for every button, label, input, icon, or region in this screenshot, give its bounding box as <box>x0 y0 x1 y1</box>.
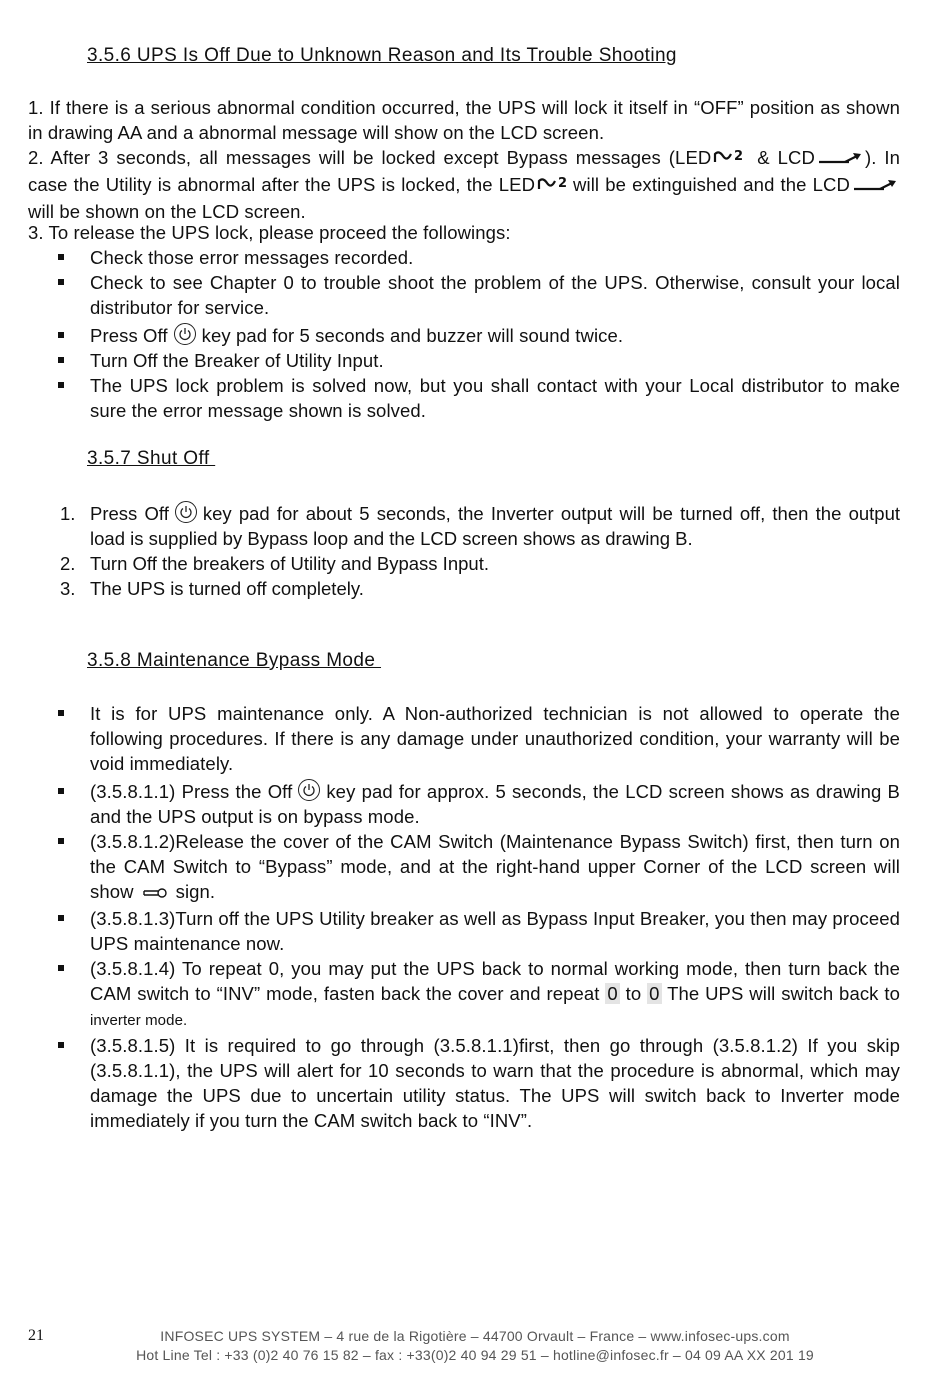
list-item <box>28 829 900 906</box>
list-item <box>28 323 900 348</box>
list-item-text: to <box>625 983 642 1004</box>
led-bypass-icon <box>713 147 747 172</box>
bullet-icon <box>58 710 64 716</box>
paragraph-release-lock: 3. To release the UPS lock, please proceed the followings: <box>28 222 511 243</box>
power-off-icon <box>298 779 320 801</box>
shut-off-steps-list <box>28 501 900 601</box>
list-item-text: (3.5.8.1.3)Turn off the UPS Utility breaker as well as Bypass Input Breaker, you then may proceed UPS maintenance now. <box>90 908 900 954</box>
list-item <box>28 348 900 373</box>
paragraph-bypass-messages <box>28 145 900 224</box>
cross-reference-link[interactable]: 0 <box>607 983 618 1004</box>
list-item-text: It is for UPS maintenance only. A Non-authorized technician is not allowed to operate the following procedures. If there is any damage under unauthorized condition, your warranty will be void immediately. <box>90 703 900 774</box>
list-item-text: key pad for 5 seconds and buzzer will sound twice. <box>201 325 624 346</box>
list-item-text: sign. <box>175 881 216 902</box>
release-steps-list <box>28 245 900 423</box>
text-segment: ). In case the Utility is abnormal after the UPS is locked, the LED <box>28 147 901 195</box>
list-item <box>28 906 900 956</box>
list-item-text: Press Off <box>90 325 168 346</box>
list-item <box>28 245 900 270</box>
list-item-text: key pad for approx. 5 seconds, the LCD screen shows as drawing B and the UPS output is on bypass mode. <box>90 781 900 827</box>
bullet-icon <box>58 279 64 285</box>
list-item-text: Press Off <box>90 503 169 524</box>
bullet-icon <box>58 254 64 260</box>
bullet-icon <box>58 1042 64 1048</box>
footer-contact: Hot Line Tel : +33 (0)2 40 76 15 82 – fax : +33(0)2 40 94 29 51 – hotline@infosec.fr – 04 09 AA XX 201 19 <box>136 1347 814 1363</box>
bullet-icon <box>58 357 64 363</box>
bullet-icon <box>58 382 64 388</box>
bullet-icon <box>58 915 64 921</box>
list-item <box>28 1033 900 1133</box>
paragraph-lock-condition: 1. If there is a serious abnormal condition occurred, the UPS will lock it itself in “OFF” position as shown in drawing AA and a abnormal message will show on the LCD screen. <box>28 97 900 143</box>
list-number: 2. <box>60 553 76 574</box>
list-item <box>28 779 900 829</box>
list-item <box>28 270 900 320</box>
list-item-text: Turn Off the Breaker of Utility Input. <box>90 350 384 371</box>
list-item <box>28 551 900 576</box>
list-item <box>28 701 900 776</box>
list-item-text: (3.5.8.1.1) Press the Off <box>90 781 293 802</box>
text-segment: will be extinguished and the LCD <box>573 174 850 195</box>
list-item-text: Turn Off the breakers of Utility and Bypass Input. <box>90 553 489 574</box>
section-heading-358: 3.5.8 Maintenance Bypass Mode <box>87 650 382 671</box>
list-item <box>28 956 900 1033</box>
page-number: 21 <box>28 1327 44 1344</box>
list-item-text: (3.5.8.1.2)Release the cover of the CAM Switch (Maintenance Bypass Switch) first, then turn on the CAM Switch to “Bypass” mode, and at the right-hand upper Corner of the LCD screen will show <box>90 831 900 902</box>
list-number: 1. <box>60 503 76 524</box>
text-segment: 2. After 3 seconds, all messages will be locked except Bypass messages (LED <box>28 147 712 168</box>
svg-text:2: 2 <box>558 176 568 191</box>
list-item-text: Check to see Chapter 0 to trouble shoot the problem of the UPS. Otherwise, consult your local distributor for service. <box>90 272 900 318</box>
text-segment: & LCD <box>749 147 815 168</box>
led-bypass-icon <box>537 174 571 199</box>
list-item-text: key pad for about 5 seconds, the Inverter output will be turned off, then the output load is supplied by Bypass loop and the LCD screen shows as drawing B. <box>90 503 900 549</box>
section-heading-357: 3.5.7 Shut Off <box>87 448 216 469</box>
list-item-text: The UPS lock problem is solved now, but you shall contact with your Local distributor to make sure the error message shown is solved. <box>90 375 900 421</box>
section-heading-356: 3.5.6 UPS Is Off Due to Unknown Reason and Its Trouble Shooting <box>87 45 677 66</box>
list-item <box>28 373 900 423</box>
bullet-icon <box>58 788 64 794</box>
list-number: 3. <box>60 578 76 599</box>
cam-switch-sign-icon <box>142 881 168 906</box>
list-item <box>28 576 900 601</box>
footer-address: INFOSEC UPS SYSTEM – 4 rue de la Rigotière – 44700 Orvault – France – www.infosec-ups.com <box>160 1328 790 1344</box>
list-item <box>28 501 900 551</box>
cross-reference-link[interactable]: 0 <box>649 983 660 1004</box>
list-item-text: Check those error messages recorded. <box>90 247 414 268</box>
power-off-icon <box>175 501 197 523</box>
lcd-bypass-arrow-icon <box>852 174 898 199</box>
power-off-icon <box>174 323 196 345</box>
list-item-text: inverter mode. <box>90 1012 188 1029</box>
bullet-icon <box>58 965 64 971</box>
bullet-icon <box>58 332 64 338</box>
bullet-icon <box>58 838 64 844</box>
lcd-bypass-arrow-icon <box>817 147 863 172</box>
maintenance-steps-list <box>28 701 900 1133</box>
list-item-text: The UPS will switch back to <box>667 983 901 1004</box>
list-item-text: The UPS is turned off completely. <box>90 578 364 599</box>
svg-text:2: 2 <box>734 149 744 164</box>
list-item-text: (3.5.8.1.5) It is required to go through (3.5.8.1.1)first, then go through (3.5.8.1.2) If you skip (3.5.8.1.1), the UPS will alert for 10 seconds to warn that the procedure is abnormal, which may damage the UPS due to uncertain utility status. The UPS will switch back to Inverter mode immediately if you turn the CAM switch back to “INV”. <box>90 1035 900 1131</box>
list-item-text: (3.5.8.1.4) To repeat 0, you may put the UPS back to normal working mode, then turn back the CAM switch to “INV” mode, fasten back the cover and repeat <box>90 958 900 1004</box>
text-segment: will be shown on the LCD screen. <box>28 201 306 222</box>
